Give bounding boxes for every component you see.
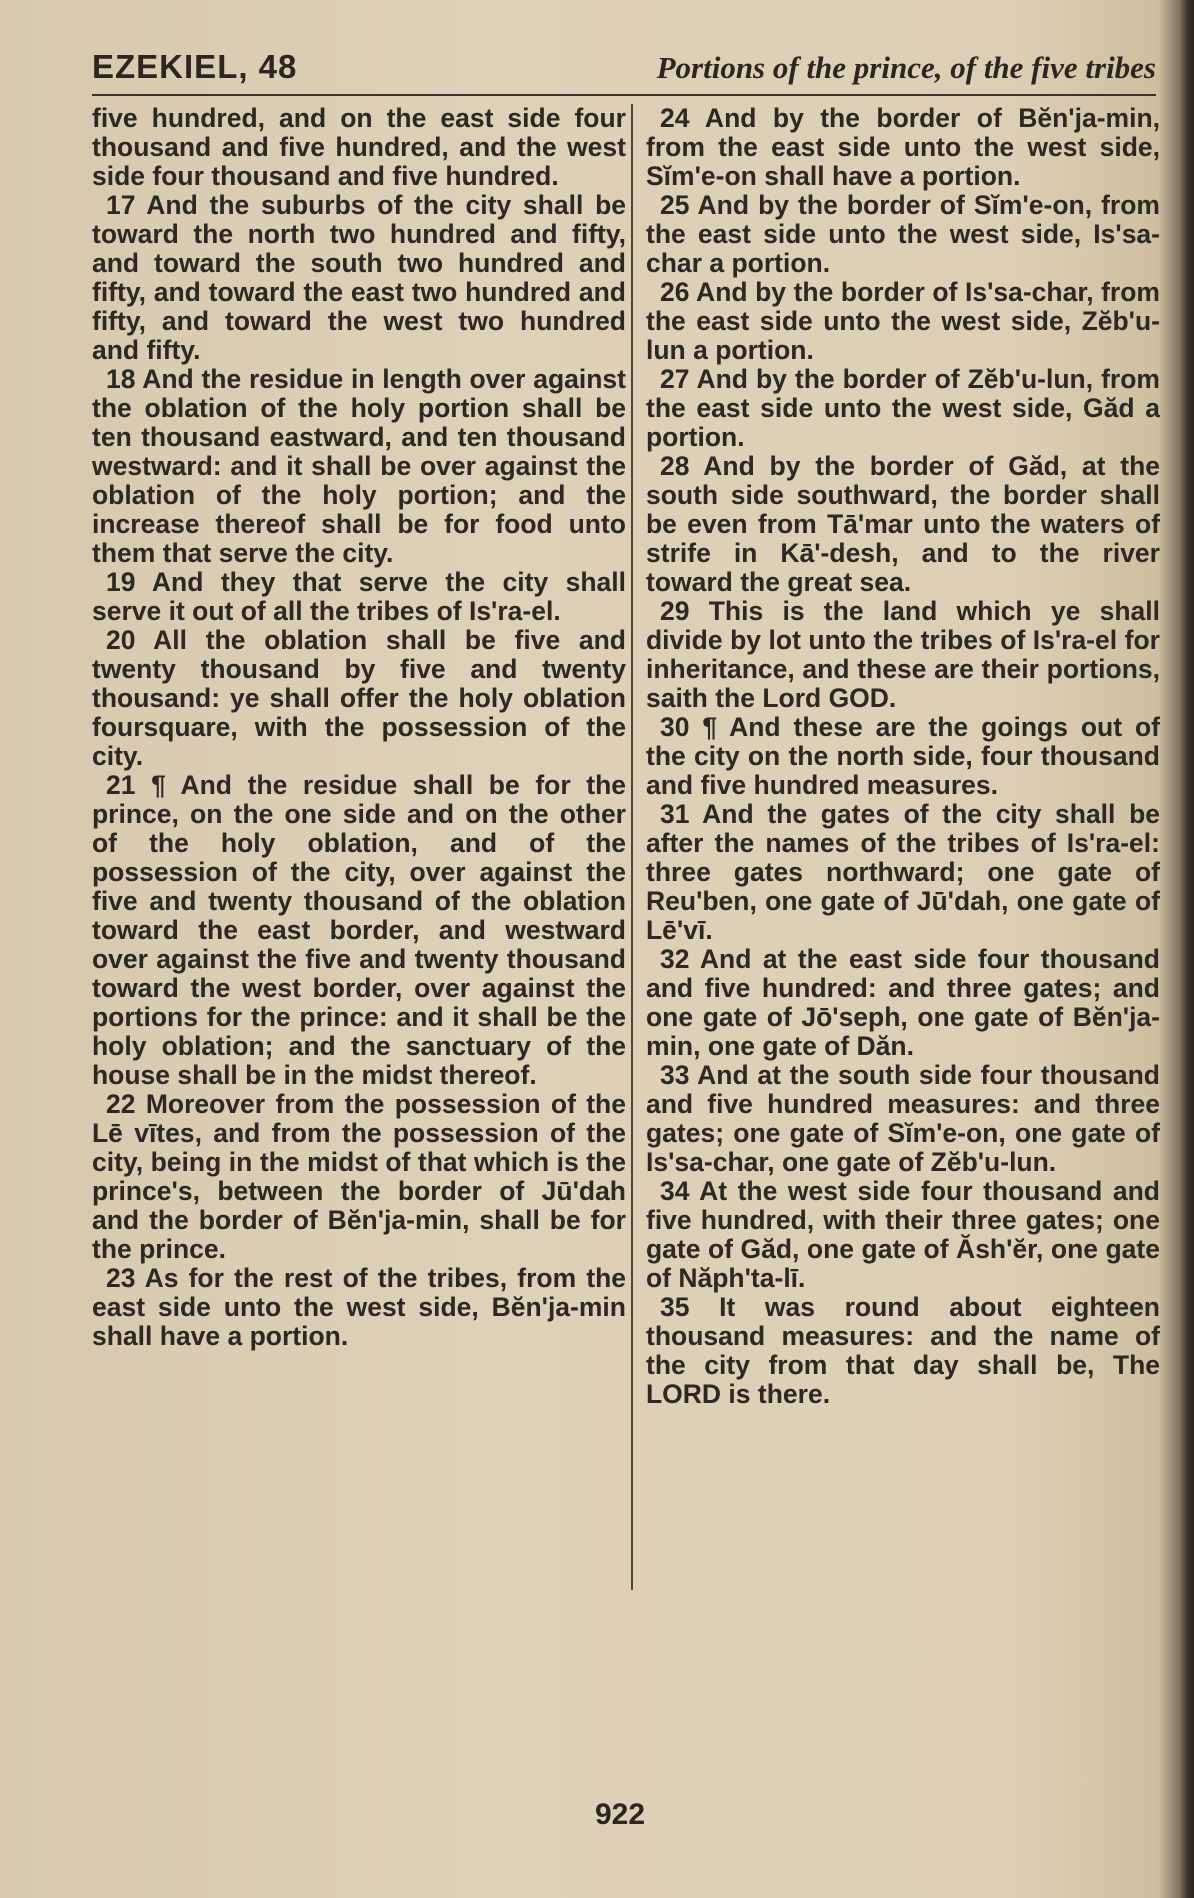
verse-33: 33 And at the south side four thousand and five hundred measures: and three gates; one gate of Sĭm'e-on, one gate of Is'sa-char, one gate of Zĕb'u-lun. xyxy=(646,1060,1160,1177)
verse-27: 27 And by the border of Zĕb'u-lun, from the east side unto the west side, Găd a portion. xyxy=(646,364,1160,452)
left-column xyxy=(92,104,626,1351)
section-summary-heading: Portions of the prince, of the five tribes xyxy=(656,50,1156,85)
verse-18: 18 And the residue in length over against the oblation of the holy portion shall be ten thousand eastward, and ten thousand westward: and it shall be over against the oblation of the holy portion; and the increase thereof shall be for food unto them that serve the city. xyxy=(92,364,626,568)
verse-19: 19 And they that serve the city shall serve it out of all the tribes of Is'ra-el. xyxy=(92,567,626,626)
verse-20: 20 All the oblation shall be five and twenty thousand by five and twenty thousand: ye shall offer the holy oblation foursquare, with the possession of the city. xyxy=(92,625,626,771)
verse-17: 17 And the suburbs of the city shall be toward the north two hundred and fifty, and toward the south two hundred and fifty, and toward the east two hundred and fifty, and toward the west two hundred and fifty. xyxy=(92,190,626,365)
verse-28: 28 And by the border of Găd, at the south side southward, the border shall be even from Tā'mar unto the waters of strife in Kā'-desh, and to the river toward the great sea. xyxy=(646,451,1160,597)
verse-21: 21 ¶ And the residue shall be for the prince, on the one side and on the other of the holy oblation, and of the possession of the city, over against the five and twenty thousand of the oblation toward the east border, and westward over against the five and twenty thousand toward the west border, over against the portions for the prince: and it shall be the holy oblation; and the sanctuary of the house shall be in the midst thereof. xyxy=(92,770,626,1090)
book-binding-edge xyxy=(1178,0,1194,1898)
verse-25: 25 And by the border of Sĭm'e-on, from the east side unto the west side, Is'sa-char a portion. xyxy=(646,190,1160,278)
verse-24: 24 And by the border of Bĕn'ja-min, from the east side unto the west side, Sĭm'e-on shall have a portion. xyxy=(646,103,1160,191)
book-chapter-heading: EZEKIEL, 48 xyxy=(92,48,298,85)
right-column xyxy=(646,104,1160,1409)
verse-31: 31 And the gates of the city shall be after the names of the tribes of Is'ra-el: three gates northward; one gate of Reu'ben, one gate of Jū'dah, one gate of Lē'vī. xyxy=(646,799,1160,945)
verse-30: 30 ¶ And these are the goings out of the city on the north side, four thousand and five hundred measures. xyxy=(646,712,1160,800)
verse-26: 26 And by the border of Is'sa-char, from the east side unto the west side, Zĕb'u-lun a portion. xyxy=(646,277,1160,365)
verse-32: 32 And at the east side four thousand and five hundred: and three gates; and one gate of Jō'seph, one gate of Bĕn'ja-min, one gate of Dăn. xyxy=(646,944,1160,1061)
verse-23: 23 As for the rest of the tribes, from the east side unto the west side, Bĕn'ja-min shall have a portion. xyxy=(92,1263,626,1351)
running-header xyxy=(92,48,1156,92)
verse-35: 35 It was round about eighteen thousand measures: and the name of the city from that day shall be, The LORD is there. xyxy=(646,1292,1160,1409)
verse-22: 22 Moreover from the possession of the Lē vītes, and from the possession of the city, being in the midst of that which is the prince's, between the border of Jū'dah and the border of Bĕn'ja-min, shall be for the prince. xyxy=(92,1089,626,1264)
page-number: 922 xyxy=(594,1798,646,1831)
column-divider xyxy=(631,104,633,1590)
verse-34: 34 At the west side four thousand and five hundred, with their three gates; one gate of Găd, one gate of Ăsh'ĕr, one gate of Năph'ta-lī. xyxy=(646,1176,1160,1293)
header-rule xyxy=(92,94,1156,96)
verse-29: 29 This is the land which ye shall divide by lot unto the tribes of Is'ra-el for inheritance, and these are their portions, saith the Lord GOD. xyxy=(646,596,1160,713)
verse-16-continued: five hundred, and on the east side four thousand and five hundred, and the west side four thousand and five hundred. xyxy=(92,103,626,191)
